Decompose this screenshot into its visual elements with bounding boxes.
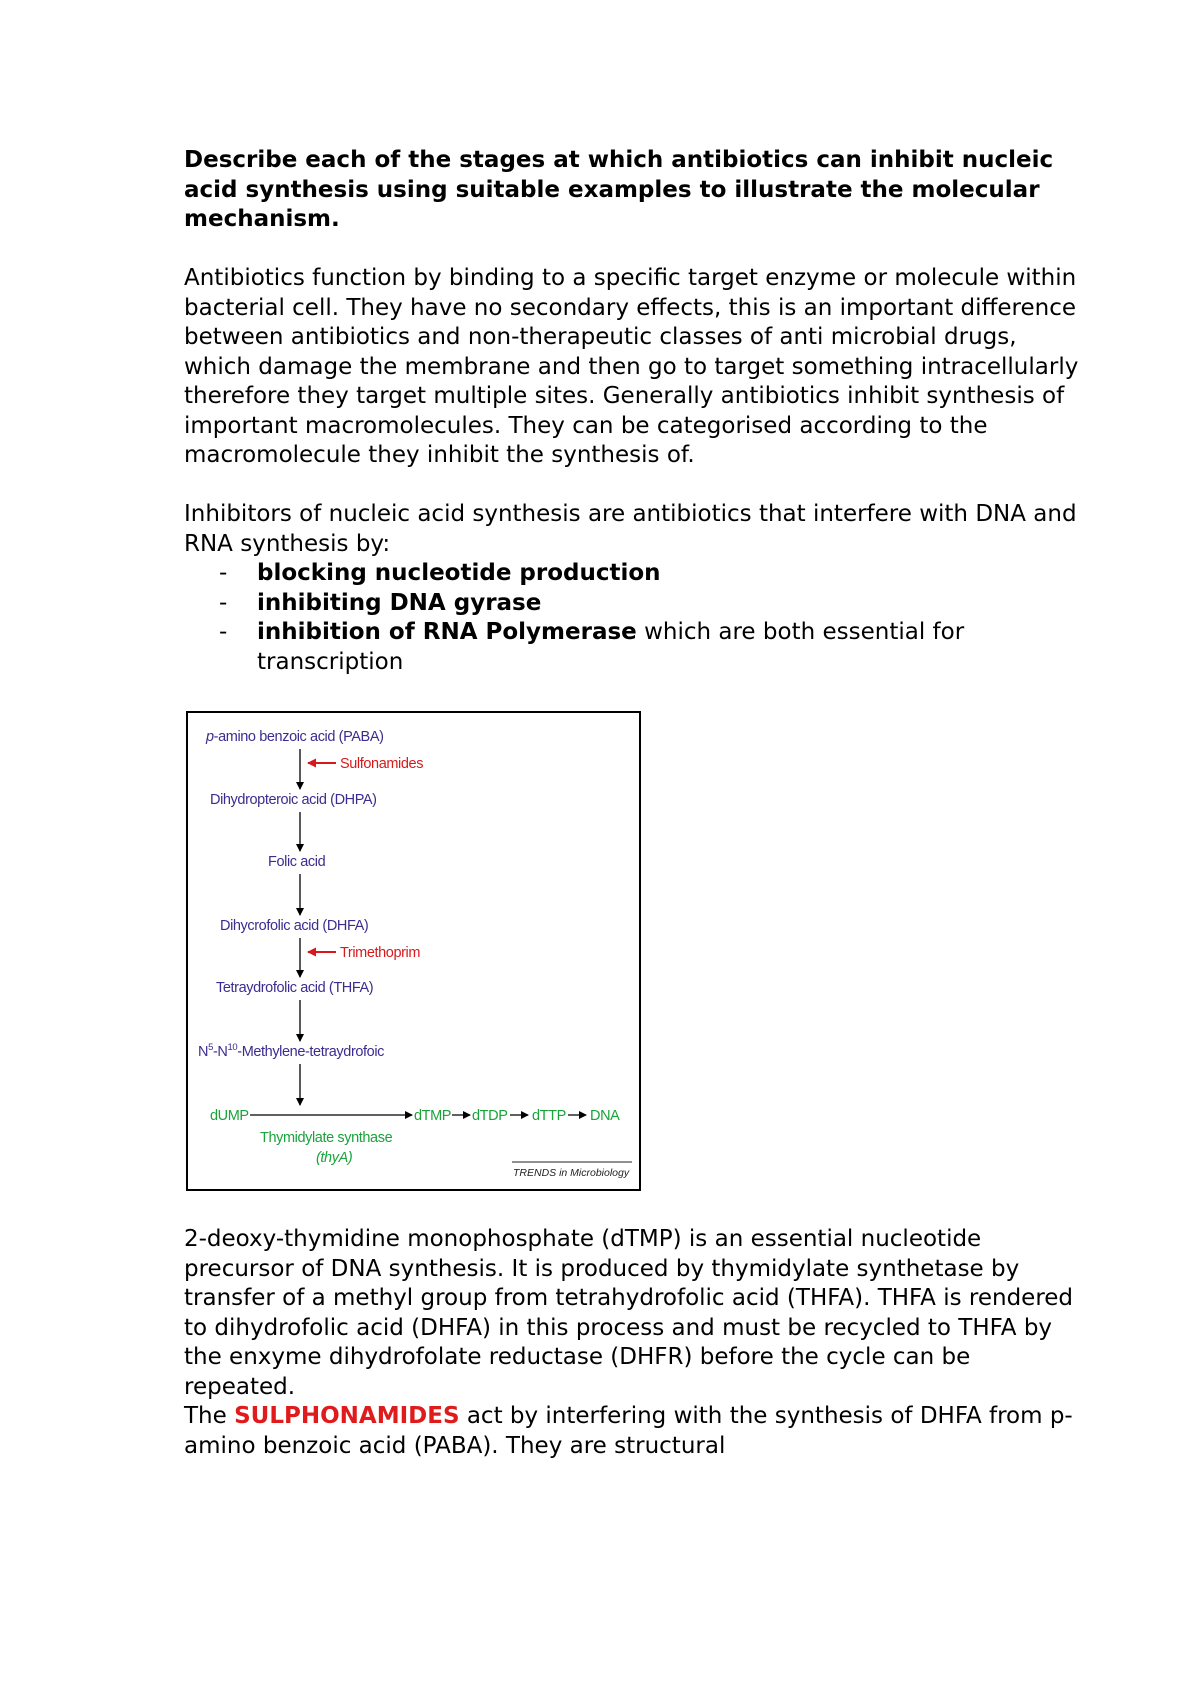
sulphonamides-highlight: SULPHONAMIDES	[234, 1403, 460, 1429]
paragraph-sulphonamides: The SULPHONAMIDES act by interfering with the synthesis of DHFA from p-amino benzoic acid (PABA). They are structural	[184, 1403, 1073, 1459]
document-body	[184, 146, 1084, 1461]
thfa-label: Tetraydrofolic acid (THFA)	[216, 980, 374, 996]
folic-acid-label: Folic acid	[268, 854, 326, 870]
dna-label: DNA	[590, 1108, 620, 1124]
dump-label: dUMP	[210, 1108, 249, 1124]
figure-credit: TRENDS in Microbiology	[513, 1167, 630, 1179]
list-item: - inhibition of RNA Polymerase which are both essential for transcription	[219, 619, 965, 675]
folate-pathway-figure	[186, 711, 641, 1191]
inhibition-mechanisms-list	[184, 559, 1084, 677]
trimethoprim-label: Trimethoprim	[340, 945, 421, 961]
paragraph-inhibitors-intro: Inhibitors of nucleic acid synthesis are antibiotics that interfere with DNA and RNA synthesis by:	[184, 501, 1077, 557]
paragraph-dtmp: 2-deoxy-thymidine monophosphate (dTMP) is an essential nucleotide precursor of DNA synthesis. It is produced by thymidylate synthetase by transfer of a methyl group from tetrahydrofolic acid (THFA). THFA is rendered to dihydrofolic acid (DHFA) in this process and must be recycled to THFA by the enxyme dihydrofolate reductase (DHFR) before the cycle can be repeated.	[184, 1226, 1074, 1400]
list-item: - blocking nucleotide production	[219, 560, 661, 586]
methylene-thfa-label: $N^5-N^{10}-Methylene$-tetraydrofoic	[198, 1042, 385, 1060]
dhpa-label: Dihydropteroic acid (DHPA)	[210, 792, 377, 808]
dhfa-label: Dihycrofolic acid (DHFA)	[220, 918, 369, 934]
dttp-label: dTTP	[532, 1108, 566, 1124]
paragraph-antibiotic-function: Antibiotics function by binding to a specific target enzyme or molecule within bacterial cell. They have no secondary effects, this is an important difference between antibiotics and non-therapeutic classes of anti microbial drugs, which damage the membrane and then go to target something intracellularly therefore they target multiple sites. Generally antibiotics inhibit synthesis of important macromolecules. They can be categorised according to the macromolecule they inhibit the synthesis of.	[184, 265, 1079, 468]
dtdp-label: dTDP	[472, 1108, 508, 1124]
question-heading: Describe each of the stages at which antibiotics can inhibit nucleic acid synthesis using suitable examples to illustrate the molecular mechanism.	[184, 147, 1054, 232]
paba-label: p-amino benzoic acid (PABA)	[206, 729, 384, 745]
sulfonamides-label: Sulfonamides	[340, 756, 424, 772]
list-item: - inhibiting DNA gyrase	[219, 589, 542, 616]
thya-gene-label: (thyA)	[316, 1150, 353, 1166]
thymidylate-synthase-label: Thymidylate synthase	[260, 1130, 393, 1146]
pathway-diagram	[188, 713, 643, 1193]
dtmp-label: dTMP	[414, 1108, 452, 1124]
